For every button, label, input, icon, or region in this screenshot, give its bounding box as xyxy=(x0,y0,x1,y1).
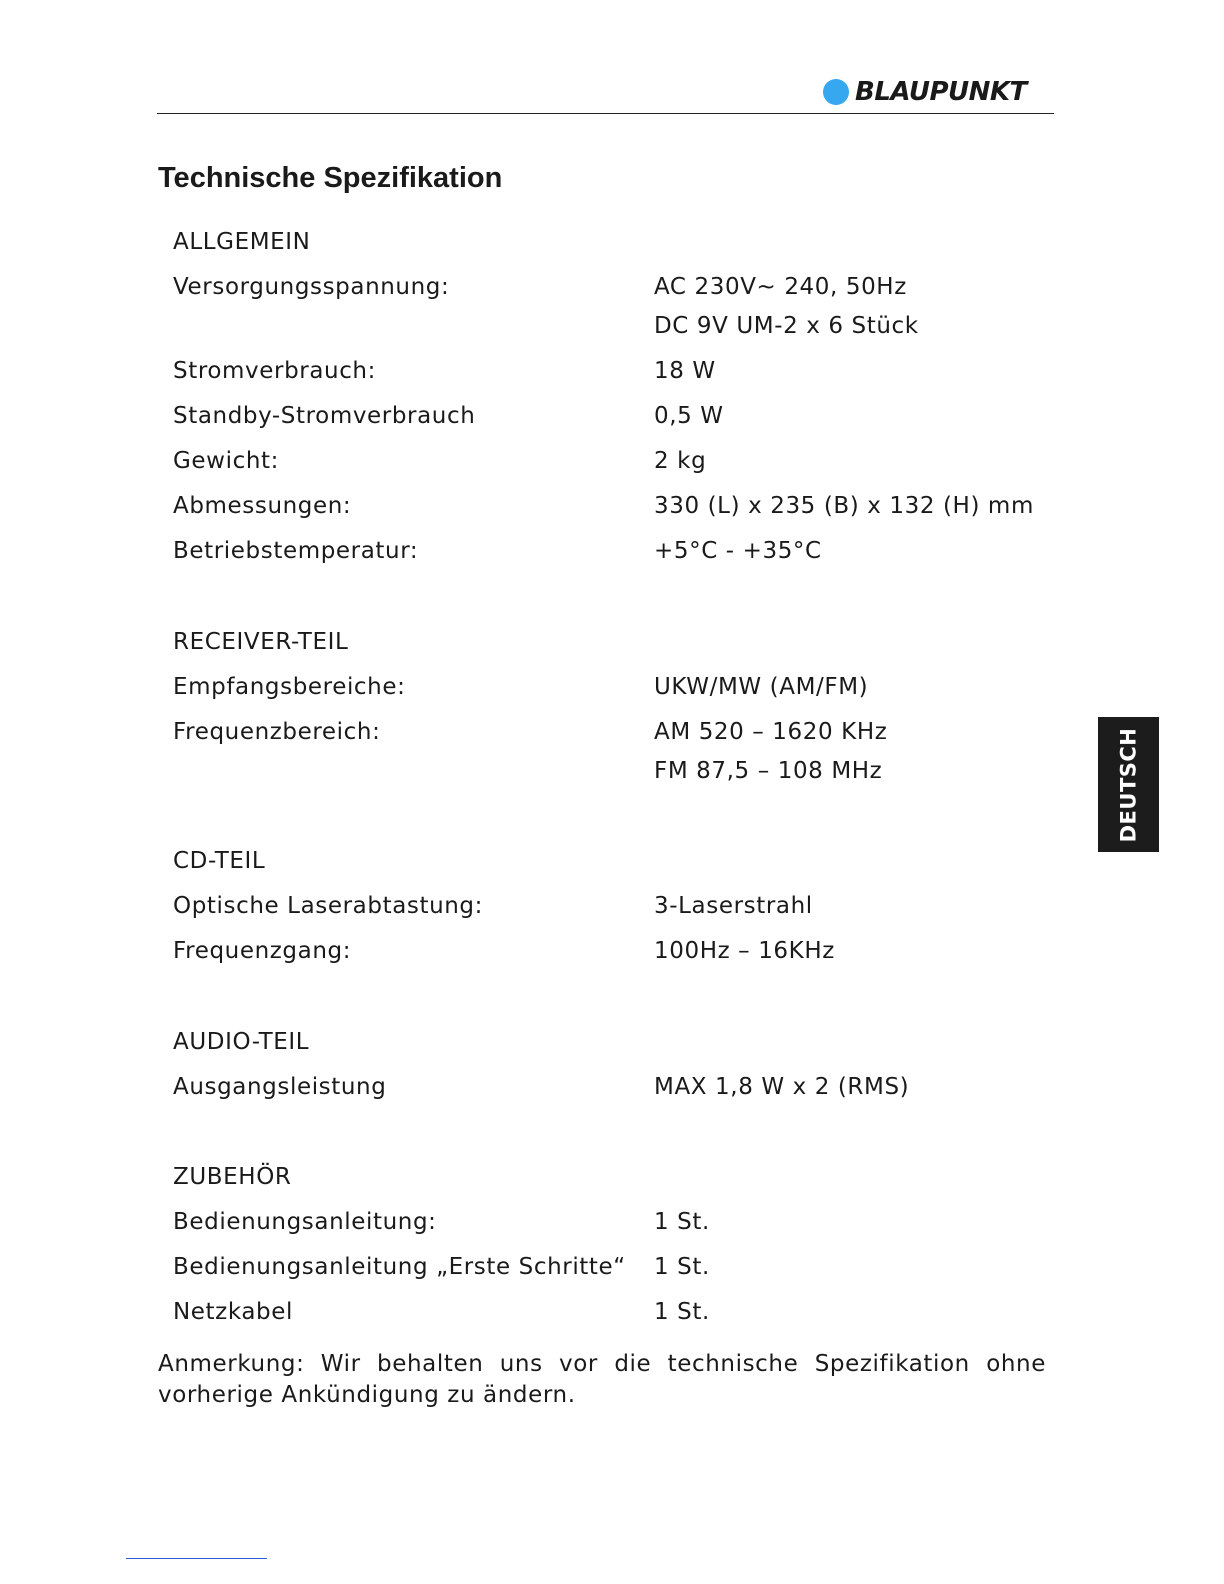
spec-value: 1 St. xyxy=(654,1254,710,1280)
spec-label: Netzkabel xyxy=(173,1299,293,1325)
spec-value: FM 87,5 – 108 MHz xyxy=(654,758,883,784)
brand-name: BLAUPUNKT xyxy=(855,77,1027,107)
spec-label: Empfangsbereiche: xyxy=(173,674,406,700)
spec-label: Frequenzbereich: xyxy=(173,719,381,745)
spec-value: 2 kg xyxy=(654,448,707,474)
brand-logo xyxy=(823,76,1027,108)
footnote: Anmerkung: Wir behalten uns vor die technische Spezifikation ohne vorherige Ankündigung zu ändern. xyxy=(158,1351,1046,1408)
spec-label: Gewicht: xyxy=(173,448,279,474)
section-heading-cd: CD-TEIL xyxy=(173,848,266,874)
spec-label: Bedienungsanleitung „Erste Schritte“ xyxy=(173,1254,626,1280)
spec-label: Bedienungsanleitung: xyxy=(173,1209,437,1235)
spec-label: Optische Laserabtastung: xyxy=(173,893,483,919)
spec-value: 330 (L) x 235 (B) x 132 (H) mm xyxy=(654,493,1034,519)
language-tab xyxy=(1098,717,1159,852)
spec-value: AM 520 – 1620 KHz xyxy=(654,719,888,745)
spec-value: 100Hz – 16KHz xyxy=(654,938,835,964)
language-tab-label: DEUTSCH xyxy=(1116,727,1141,842)
spec-value: 1 St. xyxy=(654,1209,710,1235)
spec-label: Betriebstemperatur: xyxy=(173,538,419,564)
spec-label: Standby-Stromverbrauch xyxy=(173,403,476,429)
section-heading-allgemein: ALLGEMEIN xyxy=(173,229,311,255)
spec-value: AC 230V~ 240, 50Hz xyxy=(654,274,907,300)
spec-value: +5°C - +35°C xyxy=(654,538,822,564)
spec-value: MAX 1,8 W x 2 (RMS) xyxy=(654,1074,910,1100)
page-title: Technische Spezifikation xyxy=(158,162,503,194)
spec-value: UKW/MW (AM/FM) xyxy=(654,674,869,700)
section-heading-zubehoer: ZUBEHÖR xyxy=(173,1164,292,1190)
spec-value: 0,5 W xyxy=(654,403,724,429)
spec-label: Stromverbrauch: xyxy=(173,358,376,384)
section-heading-receiver: RECEIVER-TEIL xyxy=(173,629,349,655)
spec-label: Ausgangsleistung xyxy=(173,1074,387,1100)
header-divider xyxy=(157,113,1054,114)
spec-value: 1 St. xyxy=(654,1299,710,1325)
spec-label: Abmessungen: xyxy=(173,493,352,519)
brand-dot-icon xyxy=(823,79,849,105)
spec-label: Frequenzgang: xyxy=(173,938,352,964)
spec-value: 3-Laserstrahl xyxy=(654,893,813,919)
section-heading-audio: AUDIO-TEIL xyxy=(173,1029,310,1055)
spec-value: 18 W xyxy=(654,358,716,384)
footer-rule xyxy=(126,1558,267,1559)
spec-value: DC 9V UM-2 x 6 Stück xyxy=(654,313,919,339)
spec-label: Versorgungsspannung: xyxy=(173,274,450,300)
